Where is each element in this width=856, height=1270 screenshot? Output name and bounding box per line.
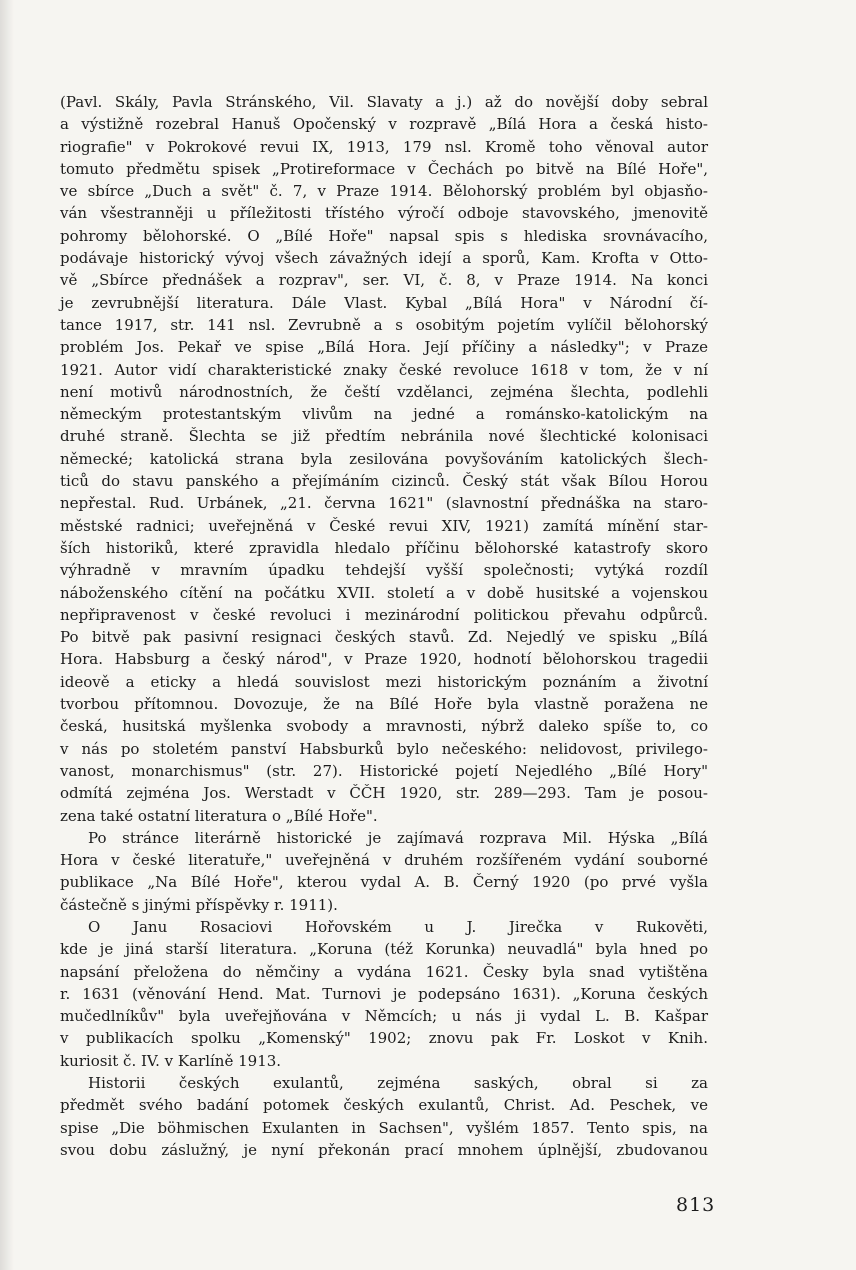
- text-line: 1921. Autor vidí charakteristické znaky české revoluce 1618 v tom, že v ní: [60, 360, 708, 379]
- text-line: podávaje historický vývoj všech závažných idejí a sporů, Kam. Krofta v Otto-: [60, 249, 708, 268]
- page-edge-shadow: [0, 0, 14, 1270]
- text-line: svou dobu záslužný, je nyní překonán prací mnohem úplnější, zbudovanou: [60, 1140, 708, 1159]
- text-line: r. 1631 (věnování Hend. Mat. Turnovi je podepsáno 1631). „Koruna českých: [60, 984, 708, 1003]
- text-line: česká, husitská myšlenka svobody a mravnosti, nýbrž daleko spíše to, co: [60, 717, 708, 736]
- text-line: Historii českých exulantů, zejména saských, obral si za: [88, 1074, 708, 1093]
- text-line: mučedlníkův" byla uveřejňována v Němcích; u nás ji vydal L. B. Kašpar: [60, 1007, 708, 1026]
- text-line: vě „Sbírce přednášek a rozprav", ser. VI, č. 8, v Praze 1914. Na konci: [60, 271, 708, 290]
- text-line: není motivů národnostních, že čeští vzdělanci, zejména šlechta, podlehli: [60, 382, 708, 401]
- text-line: výhradně v mravním úpadku tehdejší vyšší společnosti; vytýká rozdíl: [60, 561, 708, 580]
- text-line: pohromy bělohorské. O „Bílé Hoře" napsal spis s hlediska srovnávacího,: [60, 226, 708, 245]
- text-line: kuriosit č. IV. v Karlíně 1913.: [60, 1051, 282, 1070]
- text-line: ticů do stavu panského a přejímáním cizinců. Český stát však Bílou Horou: [60, 472, 708, 491]
- text-line: druhé straně. Šlechta se již předtím nebránila nové šlechtické kolonisaci: [60, 427, 708, 446]
- page-number: 813: [676, 1194, 716, 1216]
- text-line: O Janu Rosaciovi Hořovském u J. Jirečka v Rukověti,: [88, 917, 708, 936]
- text-line: vanost, monarchismus" (str. 27). Historické pojetí Nejedlého „Bílé Hory": [60, 761, 708, 780]
- text-line: v publikacích spolku „Komenský" 1902; znovu pak Fr. Loskot v Knih.: [60, 1029, 708, 1048]
- text-line: předmět svého badání potomek českých exulantů, Christ. Ad. Peschek, ve: [60, 1096, 708, 1115]
- body-text: [60, 91, 708, 1161]
- text-line: ších historiků, které zpravidla hledalo příčinu bělohorské katastrofy skoro: [60, 538, 708, 557]
- text-line: napsání přeložena do němčiny a vydána 1621. Česky byla snad vytištěna: [60, 962, 708, 981]
- text-line: částečně s jinými příspěvky r. 1911).: [60, 895, 338, 914]
- text-line: náboženského cítění na počátku XVII. století a v době husitské a vojenskou: [60, 583, 708, 602]
- text-line: nepřipravenost v české revoluci i mezinárodní politickou převahu odpůrců.: [60, 605, 708, 624]
- text-line: v nás po stoletém panství Habsburků bylo nečeského: nelidovost, privilego-: [60, 739, 708, 758]
- text-line: nepřestal. Rud. Urbánek, „21. června 1621" (slavnostní přednáška na staro-: [60, 494, 708, 513]
- text-line: Hora v české literatuře," uveřejněná v druhém rozšířeném vydání souborné: [60, 851, 708, 870]
- text-line: riografie" v Pokrokové revui IX, 1913, 179 nsl. Kromě toho věnoval autor: [60, 137, 708, 156]
- text-line: tance 1917, str. 141 nsl. Zevrubně a s osobitým pojetím vylíčil bělohorský: [60, 315, 708, 334]
- text-line: Po bitvě pak pasivní resignaci českých stavů. Zd. Nejedlý ve spisku „Bílá: [60, 628, 708, 647]
- text-line: zena také ostatní literatura o „Bílé Hoře".: [60, 806, 378, 825]
- text-line: Po stránce literárně historické je zajímavá rozprava Mil. Hýska „Bílá: [88, 828, 708, 847]
- text-line: ideově a eticky a hledá souvislost mezi historickým poznáním a životní: [60, 672, 708, 691]
- text-line: ván všestranněji u příležitosti třístého výročí odboje stavovského, jmenovitě: [60, 204, 708, 223]
- text-line: publikace „Na Bílé Hoře", kterou vydal A. B. Černý 1920 (po prvé vyšla: [60, 873, 708, 892]
- text-line: a výstižně rozebral Hanuš Opočenský v rozpravě „Bílá Hora a česká histo-: [60, 115, 708, 134]
- text-line: spise „Die böhmischen Exulanten in Sachsen", vyšlém 1857. Tento spis, na: [60, 1118, 708, 1137]
- text-line: kde je jiná starší literatura. „Koruna (též Korunka) neuvadlá" byla hned po: [60, 940, 708, 959]
- text-line: německé; katolická strana byla zesilována povyšováním katolických šlech-: [60, 449, 708, 468]
- text-line: problém Jos. Pekař ve spise „Bílá Hora. Její příčiny a následky"; v Praze: [60, 338, 708, 357]
- text-line: německým protestantským vlivům na jedné a románsko-katolickým na: [60, 405, 708, 424]
- text-line: tomuto předmětu spisek „Protireformace v Čechách po bitvě na Bílé Hoře",: [60, 159, 708, 178]
- text-line: městské radnici; uveřejněná v České revui XIV, 1921) zamítá mínění star-: [60, 516, 708, 535]
- text-line: odmítá zejména Jos. Werstadt v ČČH 1920, str. 289—293. Tam je posou-: [60, 784, 708, 803]
- text-line: tvorbou přítomnou. Dovozuje, že na Bílé Hoře byla vlastně poražena ne: [60, 695, 708, 714]
- text-line: (Pavl. Skály, Pavla Stránského, Vil. Slavaty a j.) až do novější doby sebral: [60, 93, 708, 111]
- text-line: je zevrubnější literatura. Dále Vlast. Kybal „Bílá Hora" v Národní čí-: [60, 293, 708, 312]
- text-line: ve sbírce „Duch a svět" č. 7, v Praze 1914. Bělohorský problém byl objasňo-: [60, 182, 708, 201]
- text-line: Hora. Habsburg a český národ", v Praze 1920, hodnotí bělohorskou tragedii: [60, 650, 708, 669]
